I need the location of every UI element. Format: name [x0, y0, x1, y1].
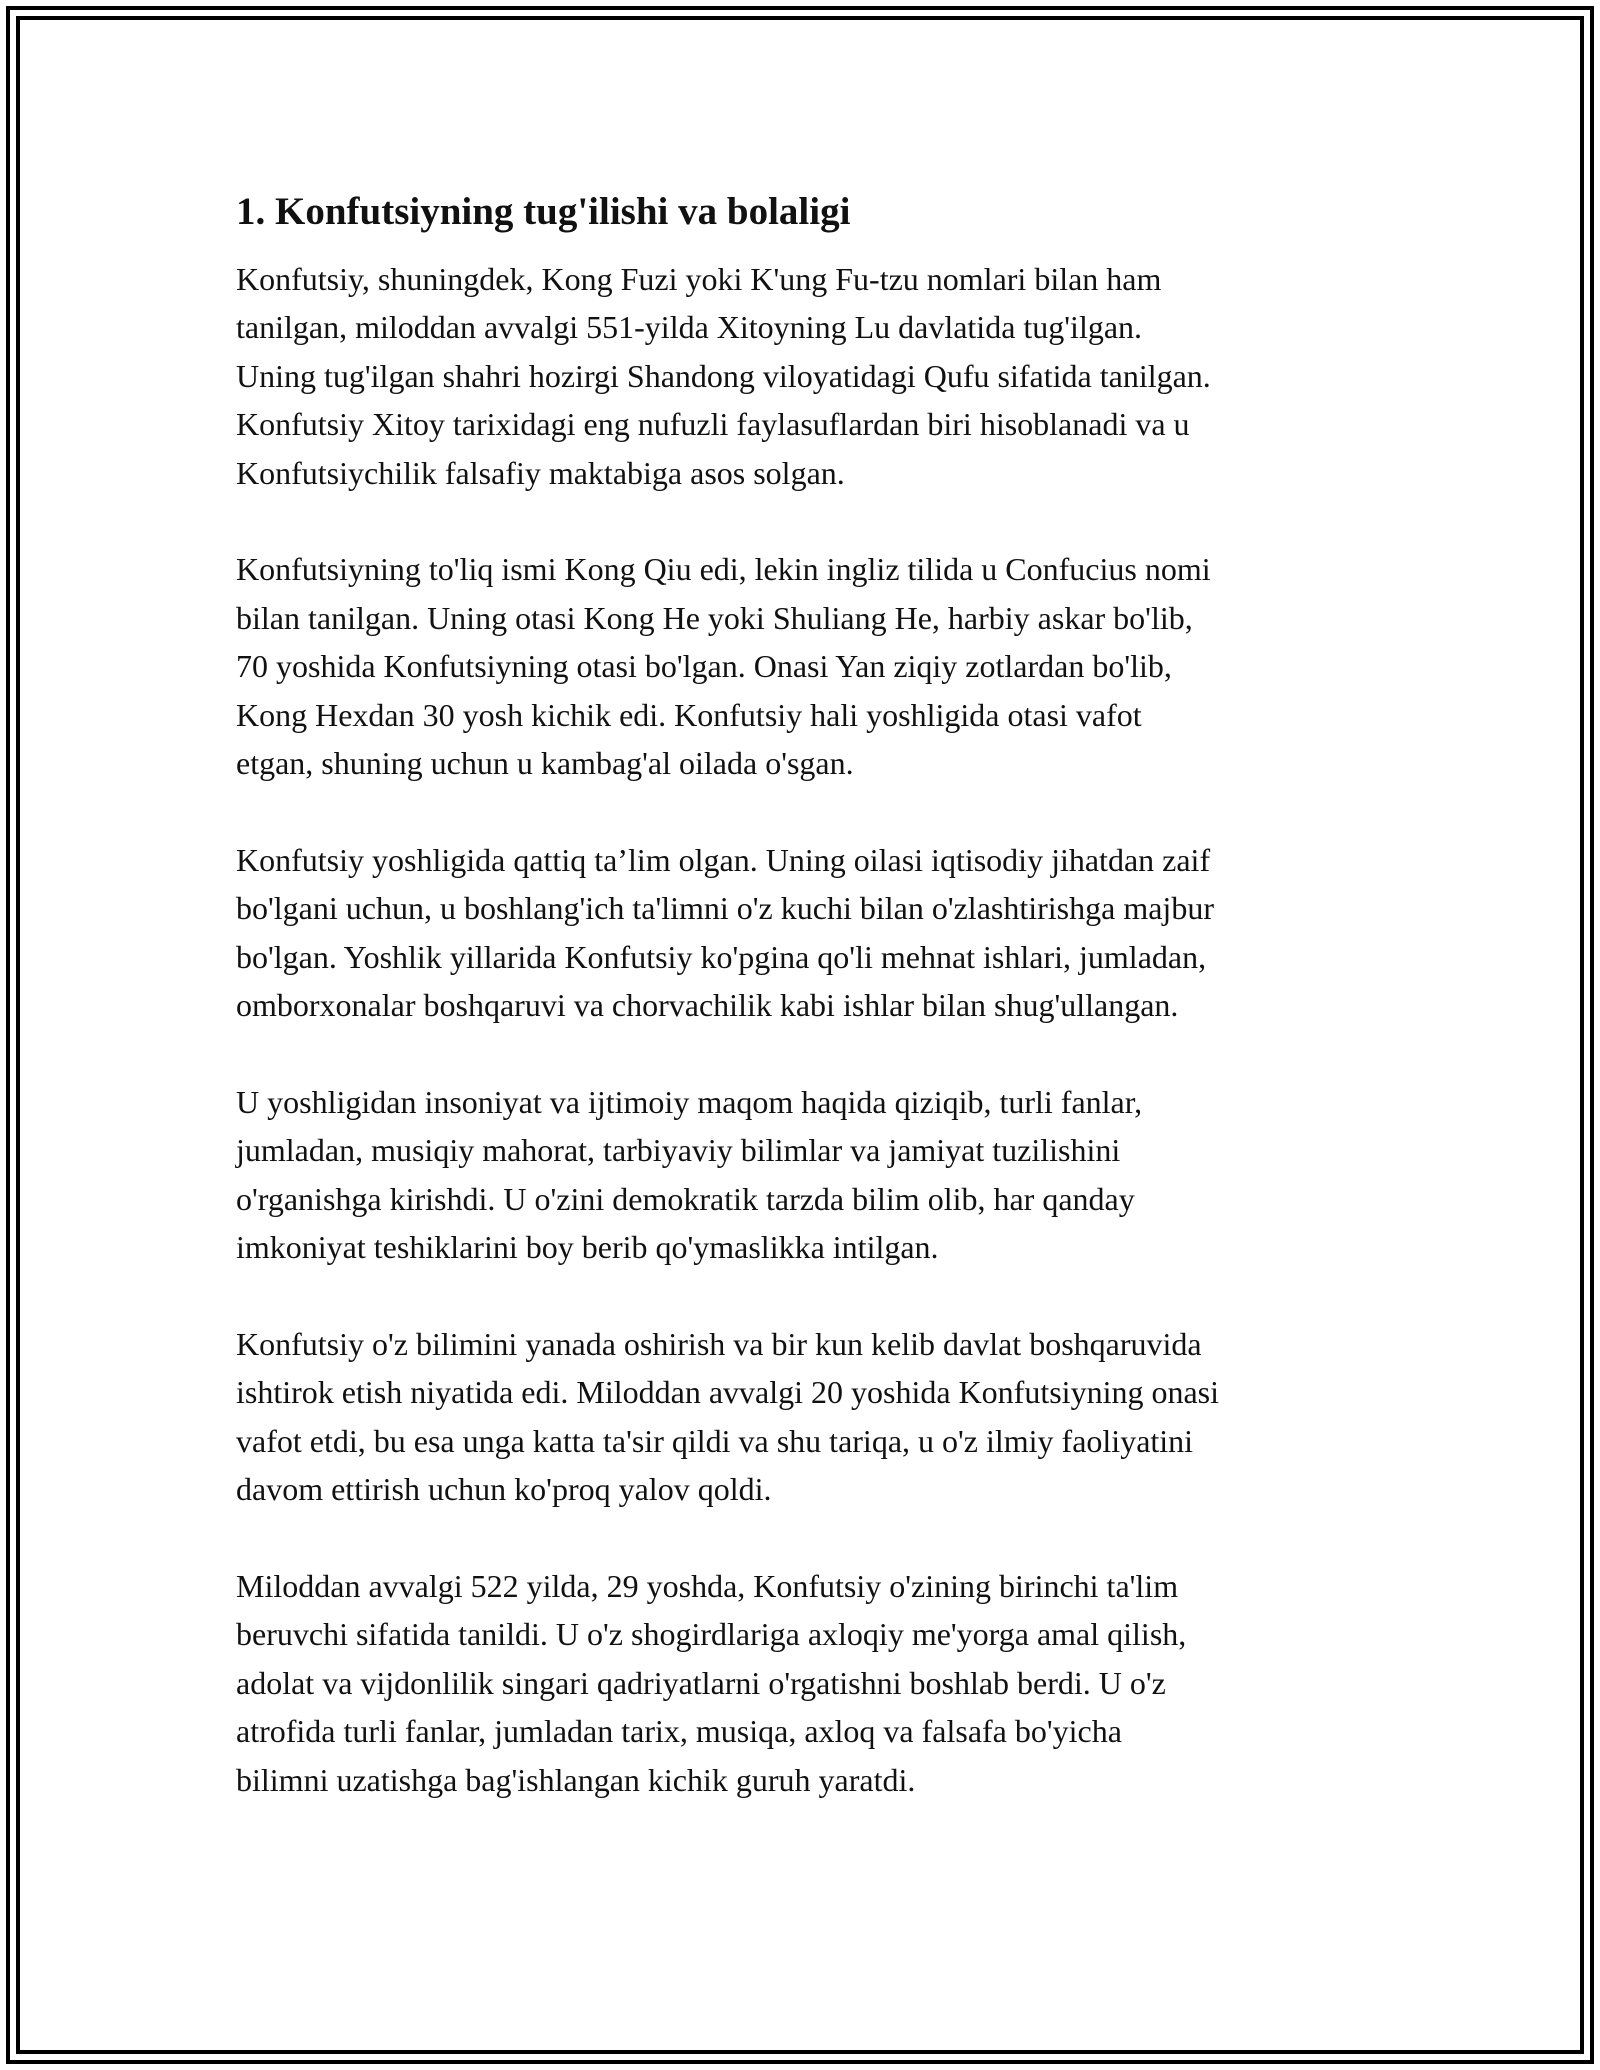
paragraph-line: U yoshligidan insoniyat va ijtimoiy maqom haqida qiziqib, turli fanlar,	[236, 1083, 1143, 1120]
paragraph-line: Kong Hexdan 30 yosh kichik edi. Konfutsiy hali yoshligida otasi vafot	[236, 696, 1142, 733]
paragraph-line: Konfutsiy Xitoy tarixidagi eng nufuzli faylasuflardan biri hisoblanadi va u	[236, 406, 1190, 443]
paragraph-line: Konfutsiychilik falsafiy maktabiga asos solgan.	[236, 454, 845, 491]
section-heading: 1. Konfutsiyning tug'ilishi va bolaligi	[236, 190, 851, 233]
paragraph-line: bilan tanilgan. Uning otasi Kong He yoki Shuliang He, harbiy askar bo'lib,	[236, 599, 1193, 636]
paragraph-line: bo'lgani uchun, u boshlang'ich ta'limni o'z kuchi bilan o'zlashtirishga majbur	[236, 890, 1214, 927]
document-body	[236, 186, 1376, 1852]
paragraph-line: beruvchi sifatida tanildi. U o'z shogirdlariga axloqiy me'yorga amal qilish,	[236, 1616, 1187, 1653]
paragraph-line: Konfutsiy, shuningdek, Kong Fuzi yoki K'ung Fu-tzu nomlari bilan ham	[236, 261, 1162, 297]
paragraph-line: imkoniyat teshiklarini boy berib qo'ymaslikka intilgan.	[236, 1229, 939, 1266]
paragraph-line: tanilgan, miloddan avvalgi 551-yilda Xitoyning Lu davlatida tug'ilgan.	[236, 309, 1143, 346]
paragraph-line: bilimni uzatishga bag'ishlangan kichik guruh yaratdi.	[236, 1761, 916, 1798]
paragraph-interests	[236, 1078, 1376, 1272]
paragraph-line: bo'lgan. Yoshlik yillarida Konfutsiy ko'pgina qo'li mehnat ishlari, jumladan,	[236, 938, 1207, 975]
paragraph-line: Konfutsiy yoshligida qattiq ta’lim olgan. Uning oilasi iqtisodiy jihatdan zaif	[236, 841, 1211, 878]
paragraph-line: o'rganishga kirishdi. U o'zini demokratik tarzda bilim olib, har qanday	[236, 1180, 1135, 1217]
paragraph-line: Konfutsiyning to'liq ismi Kong Qiu edi, lekin ingliz tilida u Confucius nomi	[236, 551, 1211, 588]
paragraph-line: atrofida turli fanlar, jumladan tarix, musiqa, axloq va falsafa bo'yicha	[236, 1713, 1122, 1750]
paragraph-teaching	[236, 1562, 1376, 1804]
paragraph-line: ishtirok etish niyatida edi. Miloddan avvalgi 20 yoshida Konfutsiyning onasi	[236, 1374, 1219, 1411]
paragraph-line: omborxonalar boshqaruvi va chorvachilik kabi ishlar bilan shug'ullangan.	[236, 987, 1179, 1024]
paragraph-line: adolat va vijdonlilik singari qadriyatlarni o'rgatishni boshlab berdi. U o'z	[236, 1664, 1166, 1701]
paragraph-line: davom ettirish uchun ko'proq yalov qoldi.	[236, 1471, 772, 1508]
paragraph-family	[236, 545, 1376, 787]
paragraph-line: vafot etdi, bu esa unga katta ta'sir qildi va shu tariqa, u o'z ilmiy faoliyatini	[236, 1422, 1194, 1459]
paragraph-line: jumladan, musiqiy mahorat, tarbiyaviy bilimlar va jamiyat tuzilishini	[236, 1132, 1121, 1169]
paragraph-education	[236, 836, 1376, 1030]
paragraph-birth	[236, 255, 1376, 497]
paragraph-line: Miloddan avvalgi 522 yilda, 29 yoshda, Konfutsiy o'zining birinchi ta'lim	[236, 1567, 1179, 1604]
paragraph-line: etgan, shuning uchun u kambag'al oilada o'sgan.	[236, 745, 854, 782]
paragraph-line: Konfutsiy o'z bilimini yanada oshirish va bir kun kelib davlat boshqaruvida	[236, 1325, 1202, 1362]
paragraph-line: 70 yoshida Konfutsiyning otasi bo'lgan. Onasi Yan ziqiy zotlardan bo'lib,	[236, 648, 1172, 685]
paragraph-ambition	[236, 1320, 1376, 1514]
paragraph-line: Uning tug'ilgan shahri hozirgi Shandong viloyatidagi Qufu sifatida tanilgan.	[236, 357, 1211, 394]
